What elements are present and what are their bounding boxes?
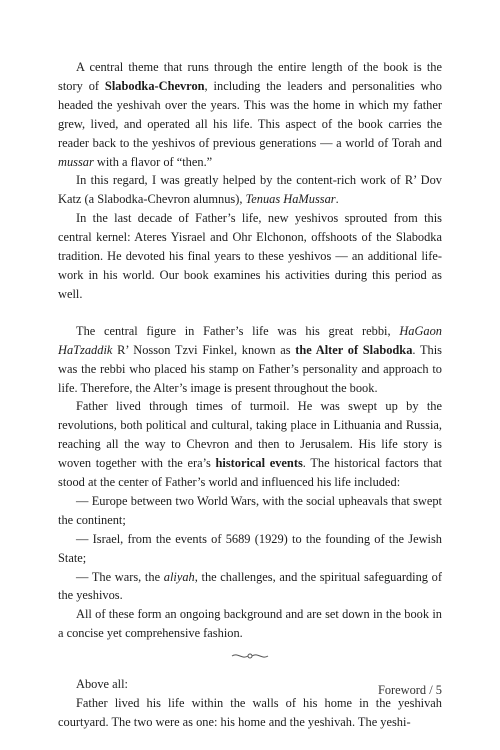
text-run: , including the leaders and personalities who headed the yeshivah over the years. This was the home in which my father grew, lived, and operated all his life. This aspect of the book carries the reader back to the yeshivos of previous generations — a world of Torah and	[58, 78, 442, 150]
text-run: — Europe between two World Wars, with the social upheavals that swept the continent;	[58, 493, 442, 527]
paragraph-1	[58, 58, 442, 171]
running-head: Foreword	[377, 683, 427, 697]
text-run: — Israel, from the events of 5689 (1929) to the founding of the Jewish State;	[58, 531, 442, 565]
page-footer	[378, 683, 442, 698]
text-run: Above all:	[76, 677, 128, 692]
text-run: Father lived his life within the walls of his home in the yeshivah courtyard. The two were as one: his home and the yeshivah. The yeshi-	[58, 696, 442, 729]
italic-text: HaGaon HaTzaddik	[58, 323, 442, 357]
text-run: with a flavor of “then.”	[93, 154, 213, 169]
bold-text: Slabodka-Chevron	[104, 78, 205, 93]
text-run: . This was the rebbi who placed his stamp on Father’s personality and approach to life. Therefore, the Alter’s image is present throughout the book.	[58, 342, 442, 395]
italic-text: mussar	[58, 154, 94, 169]
list-item-wars	[58, 568, 442, 606]
text-run: A central theme that runs through the entire length of the book is the story of	[58, 60, 442, 93]
text-run: , the challenges, and the spiritual safeguarding of the yeshivos.	[58, 569, 442, 603]
paragraph-5	[58, 397, 442, 492]
text-run: . The historical factors that stood at the center of Father’s world and influenced his life included:	[58, 456, 442, 490]
paragraph-4	[58, 322, 442, 398]
paragraph-2	[58, 171, 442, 209]
paragraph-6	[58, 605, 442, 643]
list-item-israel	[58, 530, 442, 568]
text-run: — The wars, the	[76, 569, 164, 584]
bold-text: historical events	[215, 456, 303, 471]
text-run: All of these form an ongoing background and are set down in the book in a concise yet comprehensive fashion.	[58, 607, 442, 641]
page-number: 5	[435, 683, 442, 697]
text-run: R’ Nosson Tzvi Finkel, known as	[112, 342, 296, 357]
italic-text: Tenuas HaMussar	[245, 192, 336, 207]
paragraph-3	[58, 209, 442, 304]
text-run: .	[335, 192, 339, 207]
text-run: In this regard, I was greatly helped by the content-rich work of R’ Dov Katz (a Slabodka-Chevron alumnus),	[58, 173, 442, 207]
list-item-europe	[58, 492, 442, 530]
footer-separator: /	[429, 683, 433, 697]
page-body	[58, 58, 442, 732]
section-ornament-icon	[58, 649, 442, 667]
italic-text: aliyah	[163, 569, 195, 584]
paragraph-8	[58, 694, 442, 732]
text-run: The central figure in Father’s life was his great rebbi,	[76, 323, 400, 338]
text-run: Father lived through times of turmoil. He was swept up by the revolutions, both political and cultural, taking place in Lithuania and Russia, reaching all the way to Chevron and then to Jerusalem. His life story is woven together with the era’s	[58, 399, 442, 471]
text-run: In the last decade of Father’s life, new yeshivos sprouted from this central kernel: Ateres Yisrael and Ohr Elchonon, offshoots of the Slabodka tradition. He devoted his final years to these yeshivos — an additional life-work in his world. Our book examines his activities during this period as well.	[58, 211, 442, 301]
bold-text: the Alter of Slabodka	[295, 342, 413, 357]
